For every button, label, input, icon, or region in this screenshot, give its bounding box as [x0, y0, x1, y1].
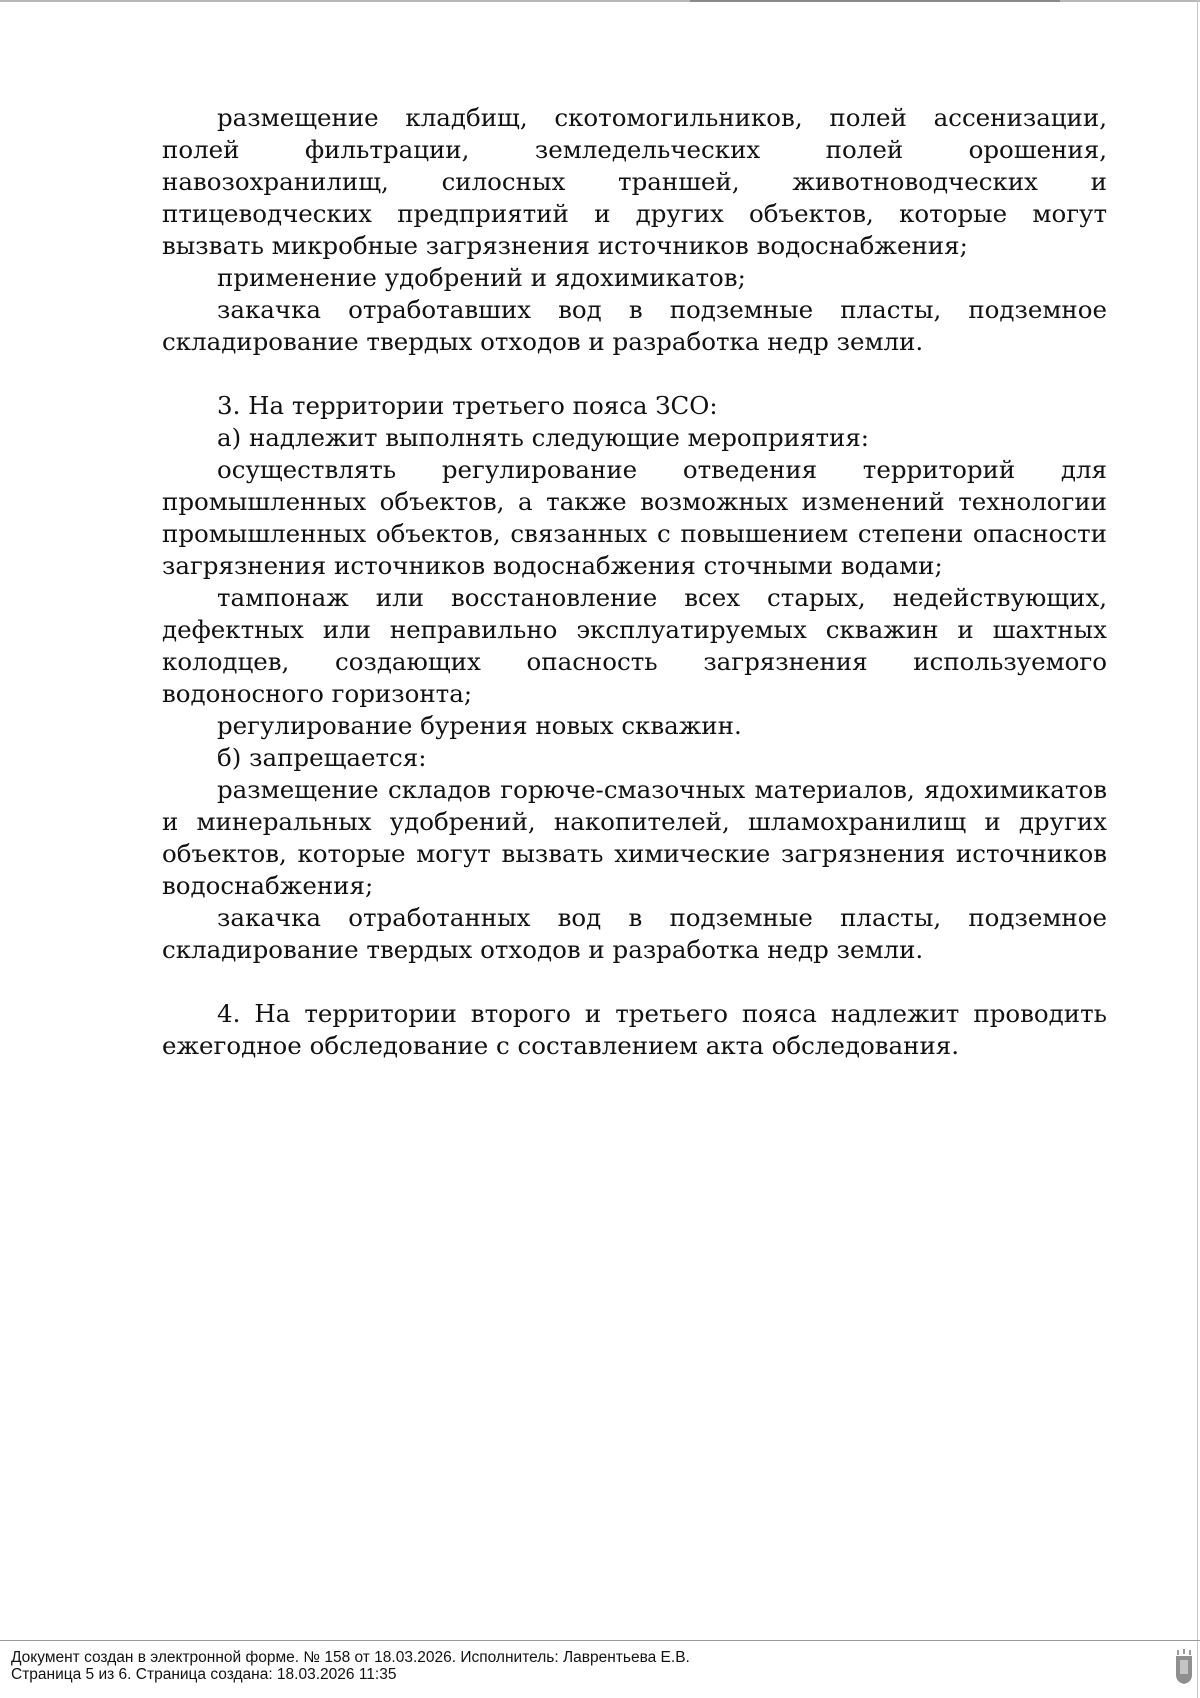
paragraph: а) надлежит выполнять следующие мероприятия:	[217, 423, 870, 452]
coat-of-arms-icon	[1174, 1649, 1194, 1685]
paragraph: размещение кладбищ, скотомогильников, полей ассенизации, полей фильтрации, земледельческих полей орошения, навозохранилищ, силосных траншей, животноводческих и птицеводческих предприятий и других объектов, которые могут вызвать микробные загрязнения источников водоснабжения;	[162, 103, 1107, 260]
paragraph: закачка отработавших вод в подземные пласты, подземное складирование твердых отходов и разработка недр земли.	[162, 295, 1107, 356]
paragraph: тампонаж или восстановление всех старых, недействующих, дефектных или неправильно эксплуатируемых скважин и шахтных колодцев, создающих опасность загрязнения используемого водоносного горизонта;	[162, 583, 1107, 708]
scan-edge-top-mark	[690, 0, 1060, 2]
paragraph: регулирование бурения новых скважин.	[217, 711, 742, 740]
document-body	[162, 102, 1107, 1062]
paragraph: б) запрещается:	[217, 743, 427, 772]
paragraph: применение удобрений и ядохимикатов;	[217, 263, 746, 292]
paragraph: осуществлять регулирование отведения территорий для промышленных объектов, а также возможных изменений технологии промышленных объектов, связанных с повышением степени опасности загрязнения источников водоснабжения сточными водами;	[162, 455, 1107, 580]
paragraph: размещение складов горюче-смазочных материалов, ядохимикатов и минеральных удобрений, накопителей, шламохранилищ и других объектов, которые могут вызвать химические загрязнения источников водоснабжения;	[162, 775, 1107, 900]
paragraph: закачка отработанных вод в подземные пласты, подземное складирование твердых отходов и разработка недр земли.	[162, 903, 1107, 964]
footer-line-document: Документ создан в электронной форме. № 158 от 18.03.2026. Исполнитель: Лаврентьева Е.В.	[11, 1649, 690, 1666]
paragraph-gap	[162, 358, 1107, 390]
section-heading: 3. На территории третьего пояса ЗСО:	[217, 391, 718, 420]
document-footer	[11, 1649, 690, 1683]
footer-line-page: Страница 5 из 6. Страница создана: 18.03.2026 11:35	[11, 1666, 397, 1683]
section-paragraph: 4. На территории второго и третьего пояса надлежит проводить ежегодное обследование с составлением акта обследования.	[162, 999, 1107, 1060]
scan-edge-right	[1197, 0, 1198, 1698]
paragraph-gap	[162, 966, 1107, 998]
footer-divider	[0, 1640, 1200, 1641]
